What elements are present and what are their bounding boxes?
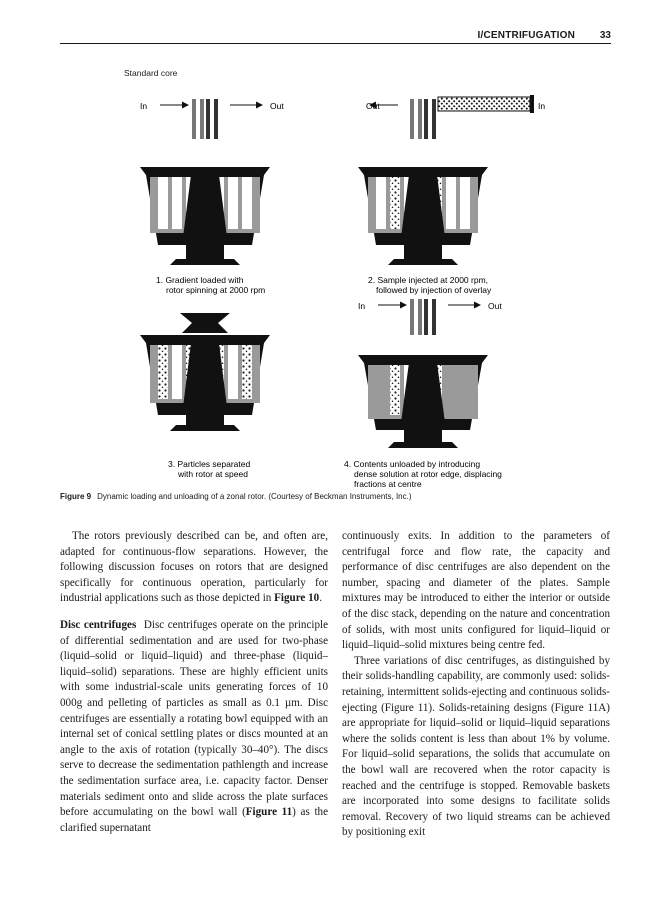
- paragraph: Three variations of disc centrifuges, as distinguished by their solids-handling capability, are commonly used: solids-retaining, intermittent solids-ejecting and continuous solids-ejecting (Figure 11). Solids-retaining designs (Figure 11A) are appropriate for liquid–solid or liquid–liquid separations where the solids content is less than about 1% by volume. For liquid–solid separations, the solids that accumulate on the bowl wall are recovered when the rotor capacity is reached and the centrifuge is stopped. Removable baskets are incorporated into some designs to facilitate solids removal. Recovery of two liquid streams can be achieved by positioning exit: [342, 654, 610, 839]
- figure-9: [60, 55, 611, 505]
- paragraph: The rotors previously described can be, and often are, adapted for continuous-flow separations. However, the following discussion focuses on rotors that are designed specifically for continuous operation, particularly for industrial applications such as those depicted in Figure 10.: [60, 530, 328, 605]
- panel-1-caption-line1: 1. Gradient loaded with: [156, 275, 244, 285]
- panel-2-out-label: Out: [366, 101, 380, 111]
- page-number: 33: [599, 30, 611, 41]
- panel-1-out-label: Out: [270, 101, 284, 111]
- panel-1: [140, 99, 284, 295]
- standard-core-label: Standard core: [124, 68, 178, 78]
- panel-4-in-label: In: [358, 301, 366, 311]
- panel-4-caption-line3: fractions at centre: [354, 479, 422, 489]
- panel-2-in-label: In: [538, 101, 546, 111]
- panel-4-caption-line2: dense solution at rotor edge, displacing: [354, 469, 502, 479]
- figure-caption: [60, 492, 611, 501]
- body-column-right: [342, 529, 610, 841]
- section-heading: Disc centrifuges: [60, 618, 137, 631]
- zonal-rotor-diagram: [60, 55, 611, 495]
- figure-caption-label: Figure 9: [60, 492, 92, 501]
- paragraph: Disc centrifuges Disc centrifuges operate on the principle of differential sedimentation and are used for two-phase (liquid–solid or liquid–liquid) and three-phase (liquid–liquid–solid) separations. These are highly efficient units with some industrial-scale units generating forces of 10 000g and pelleting of particles as small as 0.1 µm. Disc centrifuges are essentially a rotating bowl equipped with an internal set of conical settling plates or discs mounted at an angle to the axis of rotation (typically 30–40°). The discs serve to decrease the sedimentation pathlength and increase the sedimentation surface area, i.e. capacity factor. Denser materials sediment onto and slide across the plate surfaces before accumulating on the bowl wall (Figure 11) as the clarified supernatant: [60, 618, 329, 834]
- panel-4-out-label: Out: [488, 301, 502, 311]
- header-rule: [60, 43, 611, 44]
- panel-2-caption-line1: 2. Sample injected at 2000 rpm,: [368, 275, 489, 285]
- figure-ref[interactable]: Figure 10: [274, 592, 320, 605]
- running-head: [60, 30, 611, 44]
- panel-4-caption-line1: 4. Contents unloaded by introducing: [344, 459, 481, 469]
- panel-1-in-label: In: [140, 101, 148, 111]
- section-title: I/CENTRIFUGATION: [477, 30, 575, 41]
- figure-caption-text: Dynamic loading and unloading of a zonal rotor. (Courtesy of Beckman Instruments, Inc.): [97, 492, 412, 501]
- panel-3-caption-line1: 3. Particles separated: [168, 459, 251, 469]
- panel-4: [344, 299, 502, 489]
- paragraph: continuously exits. In addition to the parameters of centrifugal force and flow rate, the capacity and performance of disc centrifuges are also dependent on the number, spacing and diameter of the plates. Sample mixtures may be introduced to either the interior or outside of the disc stack, depending on the nature and concentration of solids, with most units configured for liquid–liquid or liquid–liquid–solid mixtures being centre fed.: [342, 530, 610, 652]
- panel-1-caption-line2: rotor spinning at 2000 rpm: [166, 285, 266, 295]
- panel-3-caption-line2: with rotor at speed: [178, 469, 248, 479]
- panel-3: [140, 313, 270, 479]
- panel-2-caption-line2: followed by injection of overlay: [376, 285, 492, 295]
- figure-ref[interactable]: Figure 11: [245, 806, 293, 819]
- panel-2: [358, 95, 545, 295]
- body-column-left: [60, 529, 328, 836]
